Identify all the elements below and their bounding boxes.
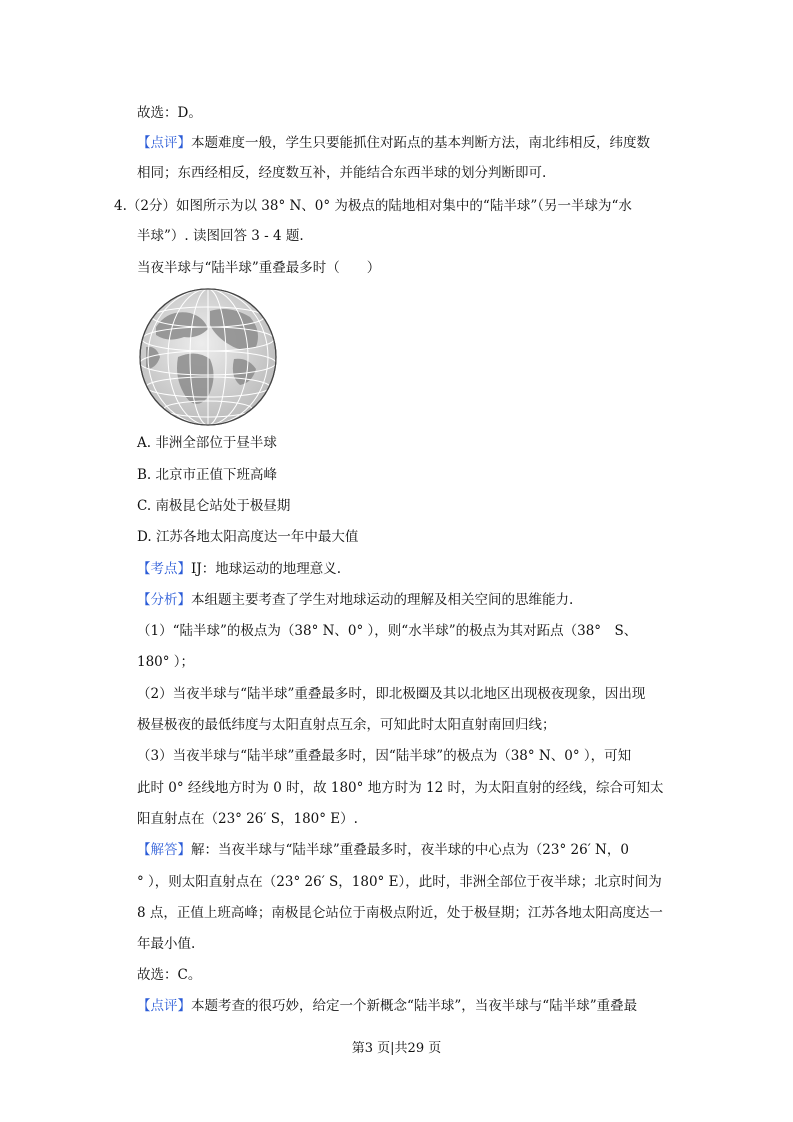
question-4-line-1: 4.（2分）如图所示为以 38° N、0° 为极点的陆地相对集中的“陆半球”（另一半球为“水	[114, 198, 632, 214]
dianping-line: 【点评】本题考查的很巧妙，给定一个新概念“陆半球”，当夜半球与“陆半球”重叠最	[137, 998, 638, 1014]
fenxi-p1-line-2: 180° ）；	[137, 654, 195, 670]
dianping-tag: 【点评】	[137, 998, 191, 1014]
fenxi-p3-line-2: 此时 0° 经线地方时为 0 时，故 180° 地方时为 12 时，为太阳直射的经线，综合可知太	[137, 780, 664, 796]
kaodian-tag: 【考点】	[137, 561, 191, 577]
fenxi-p3-line-3: 阳直射点在（23° 26′ S，180° E）.	[137, 811, 358, 827]
comment-tag: 【点评】	[137, 135, 191, 151]
previous-comment-line-1: 【点评】本题难度一般，学生只要能抓住对跖点的基本判断方法，南北纬相反，纬度数	[137, 135, 650, 151]
jieda-line-4: 年最小值.	[137, 936, 196, 952]
previous-comment-line-2: 相同；东西经相反，经度数互补，并能结合东西半球的划分判断即可.	[137, 165, 547, 181]
question-prompt: 当夜半球与“陆半球”重叠最多时（ ）	[137, 260, 381, 276]
question-4-line-2: 半球”）. 读图回答 3 - 4 题.	[137, 228, 304, 244]
fenxi-p1-line-1: （1）“陆半球”的极点为（38° N、0° ），则“水半球”的极点为其对跖点（38° S、	[137, 623, 638, 639]
land-hemisphere-globe-figure	[138, 287, 278, 427]
option-d: D. 江苏各地太阳高度达一年中最大值	[137, 529, 359, 545]
option-a: A. 非洲全部位于昼半球	[137, 435, 277, 451]
fenxi-p2-line-2: 极昼极夜的最低纬度与太阳直射点互余，可知此时太阳直射南回归线；	[137, 717, 556, 733]
page-footer: 第3 页|共29 页	[351, 1041, 442, 1056]
fenxi-p2-line-1: （2）当夜半球与“陆半球”重叠最多时，即北极圈及其以北地区出现极夜现象，因出现	[137, 686, 646, 702]
kaodian-line: 【考点】IJ：地球运动的地理意义.	[137, 561, 342, 577]
option-b: B. 北京市正值下班高峰	[137, 467, 278, 483]
jieda-line-1: 【解答】解：当夜半球与“陆半球”重叠最多时，夜半球的中心点为（23° 26′ N，0	[137, 842, 629, 858]
option-c: C. 南极昆仑站处于极昼期	[137, 498, 291, 514]
jieda-line-2: ° ），则太阳直射点在（23° 26′ S，180° E），此时，非洲全部位于夜半球；北京时间为	[137, 874, 662, 890]
fenxi-p3-line-1: （3）当夜半球与“陆半球”重叠最多时，因“陆半球”的极点为（38° N、0° ），可知	[137, 748, 632, 764]
fenxi-tag: 【分析】	[137, 592, 191, 608]
fenxi-line: 【分析】本组题主要考查了学生对地球运动的理解及相关空间的思维能力.	[137, 592, 574, 608]
answer-choice: 故选：C。	[137, 967, 202, 983]
jieda-tag: 【解答】	[137, 842, 191, 858]
jieda-line-3: 8 点，正值上班高峰；南极昆仑站位于南极点附近，处于极昼期；江苏各地太阳高度达一	[137, 905, 663, 921]
previous-answer-choice: 故选：D。	[137, 105, 202, 121]
